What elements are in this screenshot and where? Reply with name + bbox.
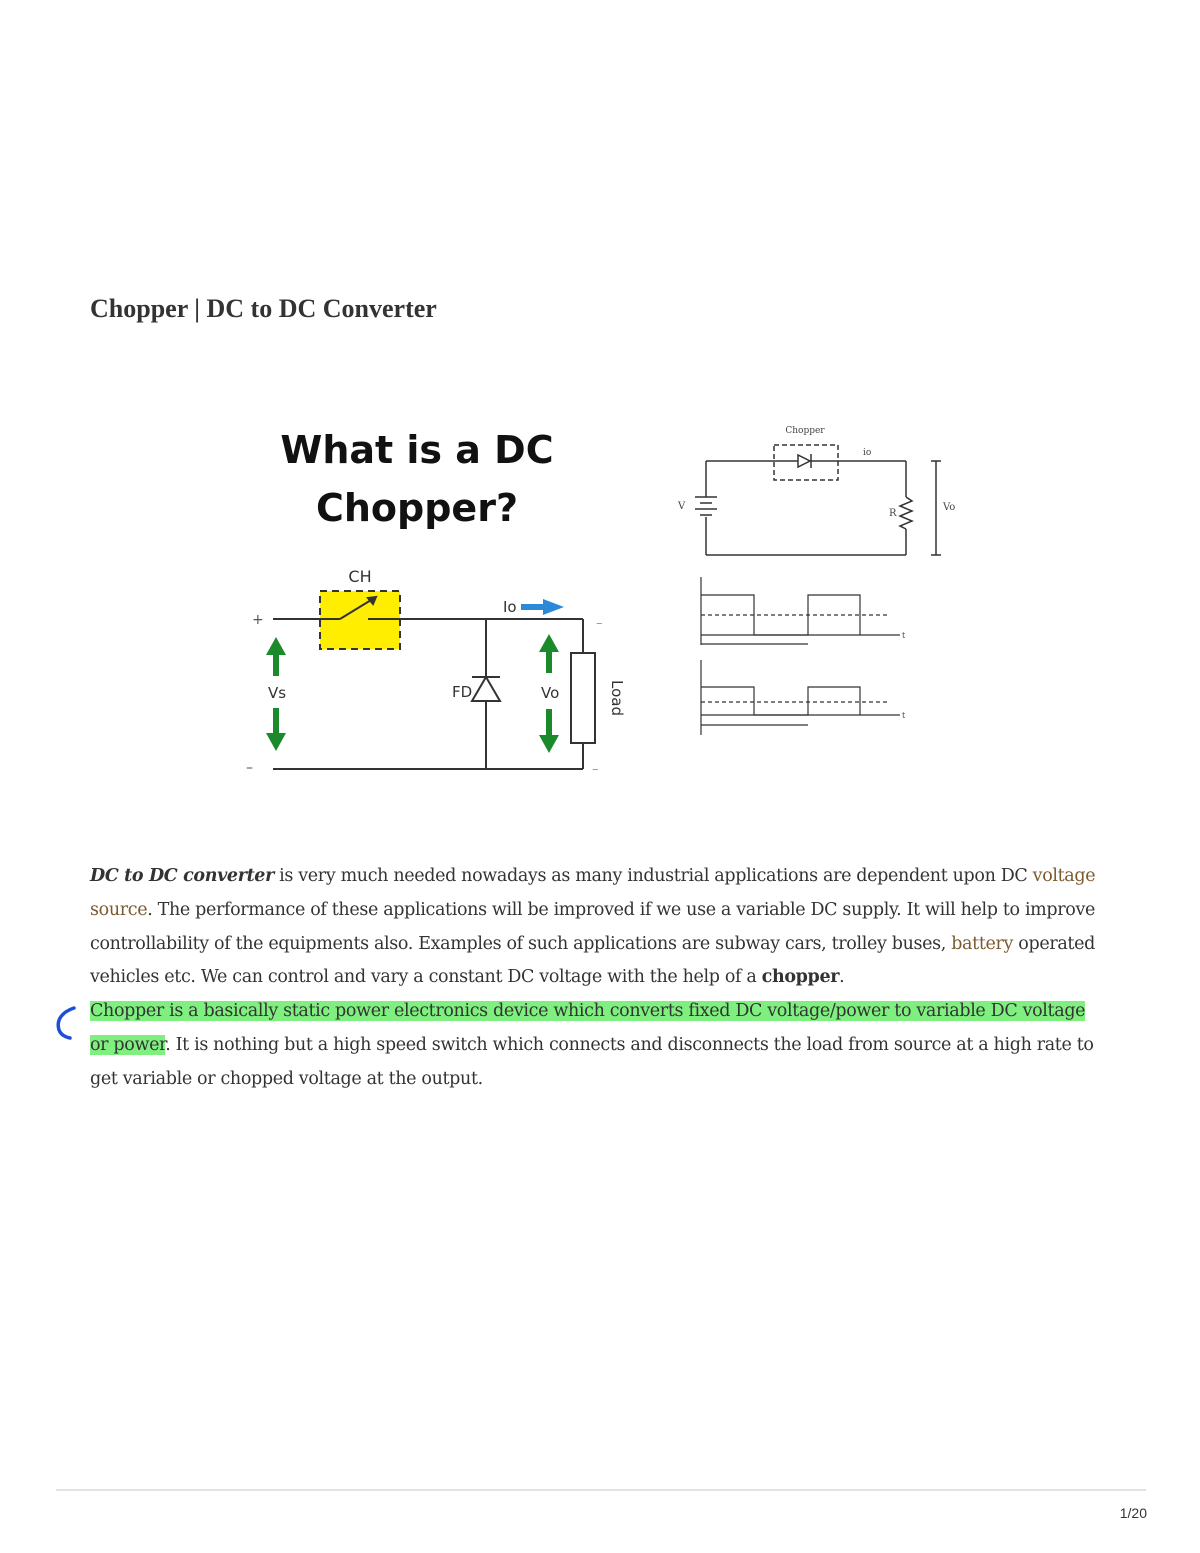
paragraph1-text4: . (839, 967, 845, 988)
figure-heading-line2: Chopper? (315, 486, 519, 530)
io-label: Io (503, 598, 517, 616)
vs-label: Vs (268, 684, 287, 702)
left-circuit (273, 619, 583, 769)
paragraph1-text1: is very much needed nowadays as many industrial applications are dependent upon DC (273, 866, 1033, 886)
page-number: 1/20 (1119, 1505, 1147, 1521)
footer-divider (56, 1489, 1146, 1491)
paragraph1-text2: . The performance of these applications will be improved if we use a variable DC supply. It will help to improve controllability of the equipments also. Examples of such applications are subway cars, trolley buses, (90, 899, 1096, 954)
fd-label: FD (452, 683, 473, 701)
highlighted-definition: Chopper is a basically static power electronics device which converts fixed DC voltage/power to variable DC voltage or power (90, 1001, 1086, 1055)
plus-left: + (252, 612, 264, 628)
link-voltage-source[interactable]: voltage source (90, 866, 1096, 920)
paragraph-definition (90, 995, 1100, 1096)
right-circuit (706, 461, 941, 555)
load-resistor (571, 653, 595, 743)
article-body (90, 860, 1100, 1097)
chopper-label: Chopper (785, 426, 825, 436)
paragraph2-text: . It is nothing but a high speed switch which connects and disconnects the load from source at a high rate to get variable or chopped voltage at the output. (90, 1034, 1094, 1089)
t-label-1: t (902, 631, 906, 640)
voltage-waveform (701, 577, 900, 645)
t-label-2: t (902, 711, 906, 720)
r-label: R (889, 508, 897, 519)
link-battery[interactable]: battery (951, 933, 1014, 954)
plus-right: – (596, 616, 603, 631)
figure-heading-line1: What is a DC (280, 428, 554, 472)
page-title: Chopper | DC to DC Converter (90, 294, 437, 323)
paragraph1-text3: operated vehicles etc. We can control and vary a constant DC voltage with the help of a (90, 933, 1095, 988)
paragraph-intro (90, 860, 1100, 995)
load-label: Load (608, 680, 626, 716)
chopper-diode-icon (774, 454, 838, 468)
vo-right-label: Vo (943, 502, 956, 513)
ch-label: CH (348, 567, 372, 586)
io-arrow-icon (521, 599, 564, 615)
annotation-bracket-icon (54, 1004, 78, 1044)
diode-icon (472, 677, 500, 701)
term-dc-to-dc-converter: DC to DC converter (90, 866, 274, 886)
io-right-label: io (863, 448, 872, 458)
chopper-diagram (240, 405, 960, 790)
term-chopper: chopper (761, 967, 840, 988)
minus-left: – (246, 760, 253, 776)
chopper-figure (240, 405, 960, 790)
minus-right: – (592, 762, 599, 777)
current-waveform (701, 660, 900, 735)
vo-label: Vo (541, 684, 560, 702)
battery-icon (695, 497, 717, 515)
v-label: V (678, 501, 686, 512)
